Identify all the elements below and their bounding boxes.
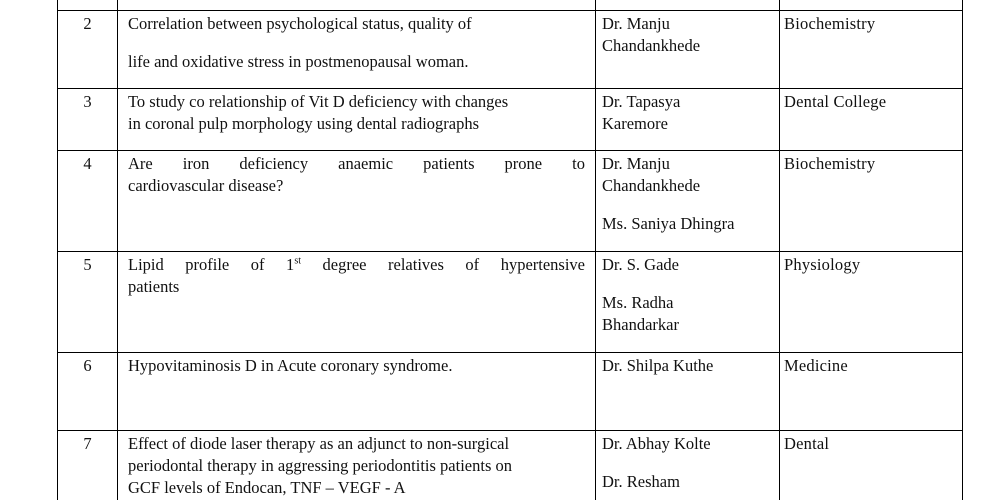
guide-cell — [596, 151, 780, 252]
title-line: Are iron deficiency anaemic patients prone to — [128, 154, 585, 173]
serial-number-cell — [58, 0, 118, 11]
department-cell — [780, 0, 963, 11]
department-cell: Medicine — [780, 353, 963, 431]
table-row — [58, 89, 963, 151]
title-line — [128, 254, 585, 276]
guide-name: Chandankhede — [602, 176, 701, 195]
title-line: To study co relationship of Vit D deficiency with changes — [128, 92, 509, 111]
title-cell — [118, 11, 596, 89]
guide-name: Dr. Resham — [602, 472, 680, 491]
guide-name: Dr. Abhay Kolte — [602, 434, 711, 453]
guide-name: Bhandarkar — [602, 315, 679, 334]
title-cell — [118, 431, 596, 500]
serial-number-cell: 2 — [58, 11, 118, 89]
guide-cell — [596, 11, 780, 89]
table-row — [58, 431, 963, 500]
serial-number-cell: 3 — [58, 89, 118, 151]
guide-cell — [596, 89, 780, 151]
title-line: in coronal pulp morphology using dental radiographs — [128, 114, 480, 133]
serial-number-cell: 4 — [58, 151, 118, 252]
title-line: Hypovitaminosis D in Acute coronary syndrome. — [128, 356, 453, 375]
guide-cell — [596, 431, 780, 500]
department-cell: Dental College — [780, 89, 963, 151]
title-line: life and oxidative stress in postmenopausal woman. — [128, 52, 469, 71]
guide-cell — [596, 252, 780, 353]
title-cell — [118, 252, 596, 353]
title-line: GCF levels of Endocan, TNF – VEGF - A — [128, 478, 406, 497]
research-projects-table — [57, 0, 963, 500]
title-text: degree relatives of hypertensive — [300, 255, 585, 274]
guide-name: Dr. S. Gade — [602, 255, 679, 274]
department-cell: Biochemistry — [780, 11, 963, 89]
serial-number-cell: 6 — [58, 353, 118, 431]
department-cell: Physiology — [780, 252, 963, 353]
title-line: cardiovascular disease? — [128, 176, 284, 195]
department-cell: Biochemistry — [780, 151, 963, 252]
title-cell — [118, 151, 596, 252]
ordinal-suffix: st — [294, 255, 301, 267]
title-line: periodontal therapy in aggressing periodontitis patients on — [128, 456, 513, 475]
table-row — [58, 353, 963, 431]
title-line: Correlation between psychological status, quality of — [128, 14, 472, 33]
title-text: Lipid profile of 1 — [128, 255, 295, 274]
guide-name: Ms. Radha — [602, 293, 674, 312]
table-row — [58, 151, 963, 252]
guide-name: Dr. Manju — [602, 14, 670, 33]
title-line: Effect of diode laser therapy as an adjunct to non-surgical — [128, 434, 510, 453]
guide-name: Karemore — [602, 114, 668, 133]
title-line: patients — [128, 277, 180, 296]
guide-cell — [596, 353, 780, 431]
table-row — [58, 0, 963, 11]
serial-number-cell: 7 — [58, 431, 118, 500]
guide-cell — [596, 0, 780, 11]
guide-name: Ms. Saniya Dhingra — [602, 214, 735, 233]
table-row — [58, 252, 963, 353]
guide-name: Dr. Tapasya — [602, 92, 681, 111]
table-row — [58, 11, 963, 89]
serial-number-cell: 5 — [58, 252, 118, 353]
guide-name: Chandankhede — [602, 36, 701, 55]
title-cell — [118, 89, 596, 151]
department-cell: Dental — [780, 431, 963, 500]
title-cell — [118, 0, 596, 11]
title-cell — [118, 353, 596, 431]
guide-name: Dr. Shilpa Kuthe — [602, 356, 714, 375]
guide-name: Dr. Manju — [602, 154, 670, 173]
